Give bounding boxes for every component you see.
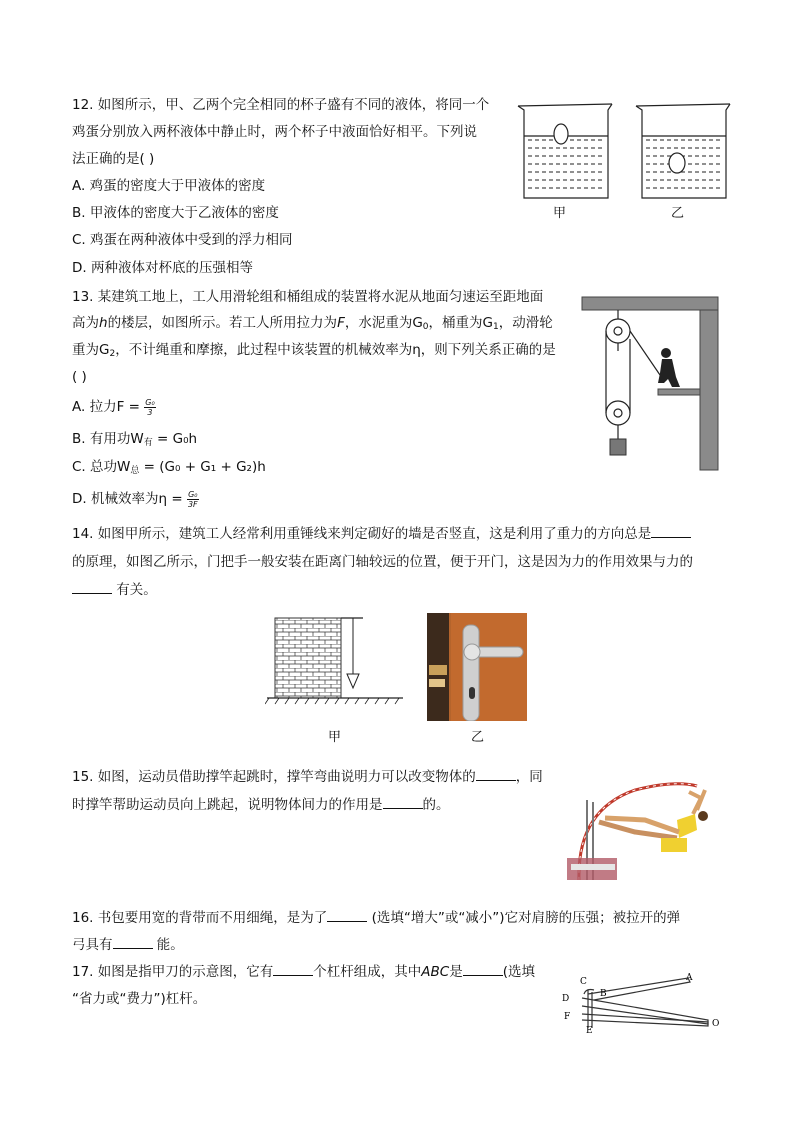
plumb-wall-label: 甲 xyxy=(328,730,342,745)
label-e: E xyxy=(586,1026,593,1034)
label-b: B xyxy=(600,989,607,999)
q12-stem-line3: 法正确的是( ) xyxy=(72,151,155,167)
q14-line1: 14. 如图甲所示，建筑工人经常利用重锤线来判定砌好的墙是否竖直，这是利用了重力的方向总是 xyxy=(72,524,691,544)
q12-option-d: D. 两种液体对杯底的压强相等 xyxy=(72,260,253,276)
q15-line2: 时撑竿帮助运动员向上跳起，说明物体间力的作用是 的。 xyxy=(72,797,450,813)
pole-vault-figure xyxy=(565,780,723,880)
q17-line2: “省力或“费力”)杠杆。 xyxy=(72,991,207,1007)
beakers-figure xyxy=(512,100,732,206)
fixed-pulley xyxy=(606,319,630,343)
q17-blank-1[interactable] xyxy=(273,962,313,976)
q16-blank-1[interactable] xyxy=(327,908,367,922)
cement-bucket xyxy=(610,439,626,455)
label-d: D xyxy=(562,994,570,1004)
plumb-wall-figure xyxy=(265,612,407,708)
q14-blank-1[interactable] xyxy=(651,524,691,538)
beaker-yi xyxy=(636,104,730,198)
egg-yi xyxy=(669,153,685,173)
q16-line2: 弓具有 能。 xyxy=(72,937,184,953)
nail-clipper-figure xyxy=(558,970,724,1034)
keyhole xyxy=(469,687,475,699)
movable-pulley xyxy=(606,401,630,425)
label-a: A xyxy=(686,973,693,983)
building-wall xyxy=(700,310,718,470)
q12-option-c: C. 鸡蛋在两种液体中受到的浮力相同 xyxy=(72,232,293,248)
floor-ledge xyxy=(658,389,700,395)
worker xyxy=(658,348,680,387)
ceiling-beam xyxy=(582,297,718,310)
beaker-jia-label: 甲 xyxy=(553,206,567,221)
q17-line1: 17. 如图是指甲刀的示意图，它有 个杠杆组成，其中ABC是 (选填 xyxy=(72,964,535,980)
q15-blank-1[interactable] xyxy=(476,767,516,781)
q16-line1: 16. 书包要用宽的背带而不用细绳，是为了 (选填“增大”或“减小”)它对肩膀的压强；被拉开的弹 xyxy=(72,910,681,926)
q14-line3: 有关。 xyxy=(72,580,157,600)
q13-stem-line1: 13. 某建筑工地上，工人用滑轮组和桶组成的装置将水泥从地面匀速运至距地面 xyxy=(72,289,544,305)
q17-blank-2[interactable] xyxy=(463,962,503,976)
q13-option-c: C. 总功$W_总 = (G_0 + G_1 + G_2)h$ xyxy=(72,459,266,476)
egg-jia xyxy=(554,124,568,144)
q14-line2: 的原理，如图乙所示，门把手一般安装在距离门轴较远的位置，便于开门，这是因为力的作用效果与力的 xyxy=(72,554,693,570)
q12-stem-line2: 鸡蛋分别放入两杯液体中静止时，两个杯子中液面恰好相平。下列说 xyxy=(72,124,477,140)
q13-stem-line3: 重为$G_2$，不计绳重和摩擦，此过程中该装置的机械效率为η，则下列关系正确的是 xyxy=(72,342,556,359)
q15-blank-2[interactable] xyxy=(383,795,423,809)
pulley-figure xyxy=(580,293,722,473)
label-c: C xyxy=(580,977,587,987)
plumb-bob xyxy=(347,674,359,688)
beaker-jia xyxy=(518,104,612,198)
door-handle-figure xyxy=(427,613,527,721)
q13-option-d: D. 机械效率为η = $\frac{\text{G₀}}{3F}$ xyxy=(72,489,198,509)
q14-blank-2[interactable] xyxy=(72,580,112,594)
door-handle-label: 乙 xyxy=(471,730,485,745)
q13-stem-line2: 高为h的楼层，如图所示。若工人所用拉力为F，水泥重为$G_0$，桶重为$G_1$，动滑轮 xyxy=(72,315,553,332)
q13-option-b: B. 有用功$W_有 = G_0h$ xyxy=(72,431,198,448)
q12-option-a: A. 鸡蛋的密度大于甲液体的密度 xyxy=(72,178,266,194)
q13-option-a: A. 拉力F = $\frac{\text{G₀}}{3}$ xyxy=(72,397,155,417)
q12-option-b: B. 甲液体的密度大于乙液体的密度 xyxy=(72,205,279,221)
q16-blank-2[interactable] xyxy=(113,935,153,949)
q12-stem-line1: 12. 如图所示，甲、乙两个完全相同的杯子盛有不同的液体，将同一个 xyxy=(72,97,490,113)
q13-stem-line4: ( ) xyxy=(72,369,87,385)
lower-jaw xyxy=(582,1014,708,1026)
beaker-yi-label: 乙 xyxy=(671,206,685,221)
label-f: F xyxy=(564,1012,571,1022)
brick-wall xyxy=(275,618,341,698)
upper-jaw xyxy=(582,998,708,1024)
label-o: O xyxy=(712,1019,720,1029)
handle-plate xyxy=(463,625,479,721)
q15-line1: 15. 如图，运动员借助撑竿起跳时，撑竿弯曲说明力可以改变物体的 ，同 xyxy=(72,769,543,785)
